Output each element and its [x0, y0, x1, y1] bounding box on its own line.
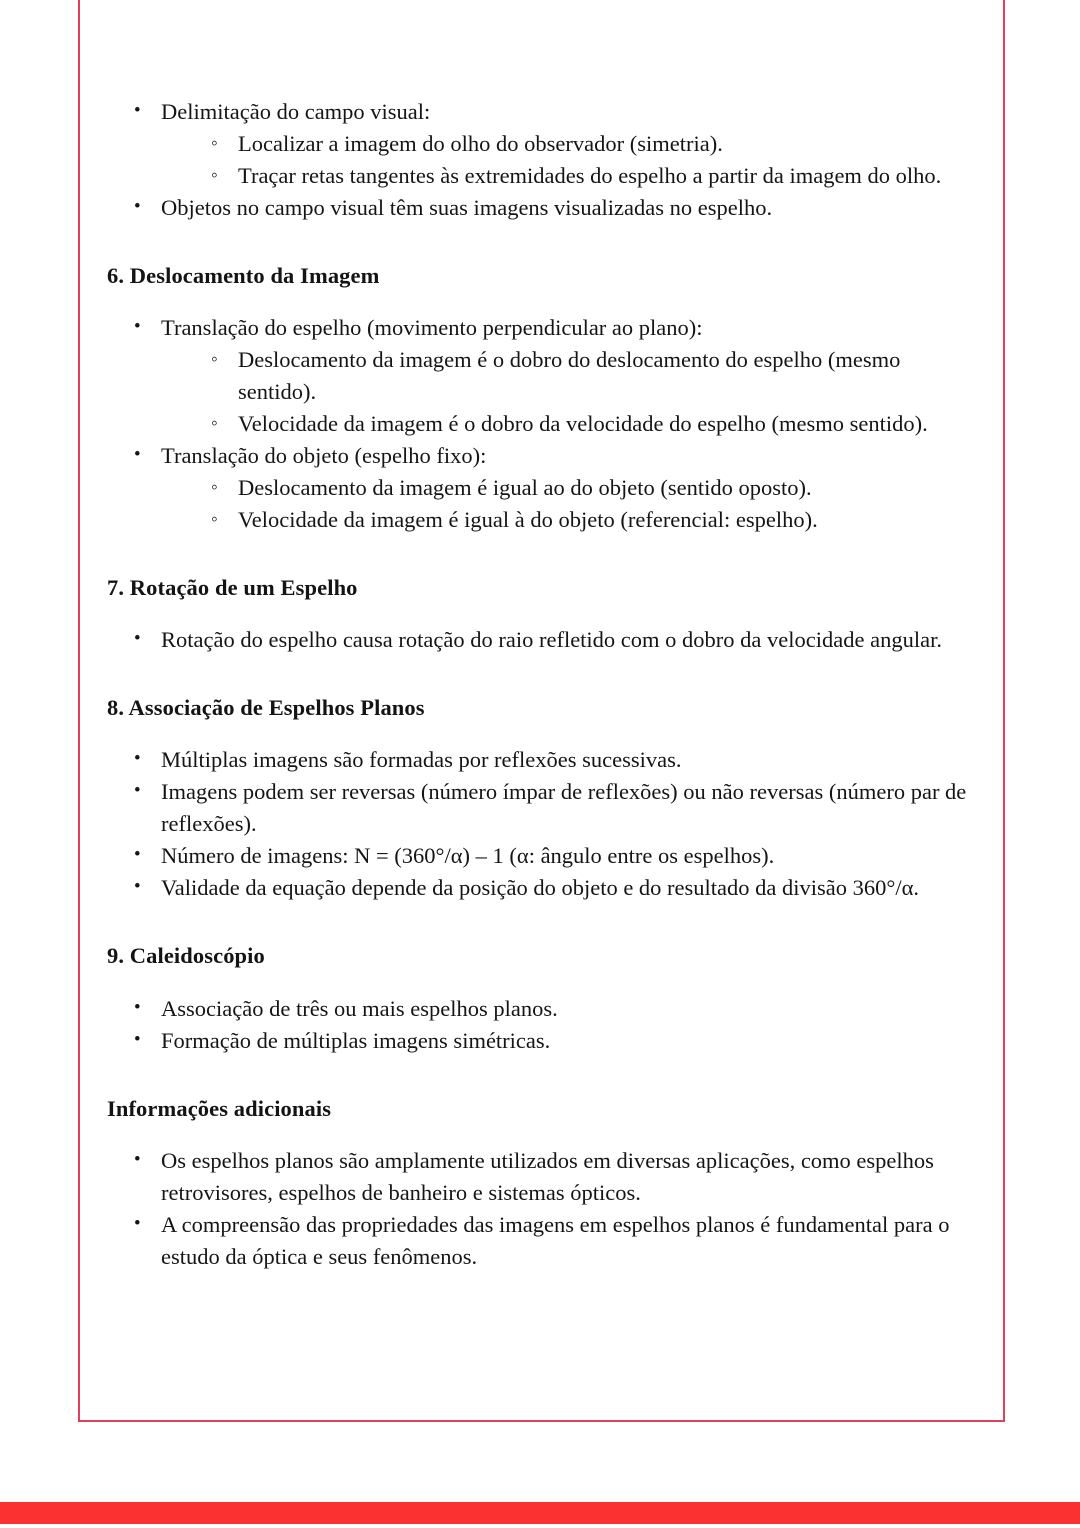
bullet-text: Validade da equação depende da posição do objeto e do resultado da divisão 360°/α.: [161, 875, 920, 901]
section-heading-8: 8. Associação de Espelhos Planos: [107, 695, 425, 721]
bullet-text: A compreensão das propriedades das imagens em espelhos planos é fundamental para o estudo da óptica e seus fenômenos.: [161, 1211, 950, 1269]
bullet-text: Múltiplas imagens são formadas por reflexões sucessivas.: [161, 747, 682, 773]
list-item: [124, 1145, 967, 1209]
section-9-bullet-list: [107, 993, 967, 1057]
list-item: [124, 744, 967, 776]
list-item: [124, 872, 967, 904]
sub-bullet-text: Localizar a imagem do olho do observador (simetria).: [238, 131, 723, 156]
list-item: [124, 192, 967, 224]
section-heading-6: 6. Deslocamento da Imagem: [107, 263, 380, 288]
section-8-bullet-list: [107, 744, 967, 904]
list-item: [200, 128, 967, 160]
list-item: [124, 440, 967, 536]
section-heading-informacoes-adicionais: Informações adicionais: [107, 1095, 332, 1121]
sub-bullet-list: [161, 472, 967, 536]
sub-bullet-text: Velocidade da imagem é o dobro da velocidade do espelho (mesmo sentido).: [238, 411, 928, 437]
footer-red-band: [0, 1502, 1080, 1524]
sub-bullet-text: Traçar retas tangentes às extremidades do espelho a partir da imagem do olho.: [238, 163, 942, 188]
list-item: [200, 504, 967, 536]
list-item: [124, 312, 967, 440]
bullet-text: Objetos no campo visual têm suas imagens visualizadas no espelho.: [161, 195, 773, 220]
additional-info-bullet-list: [107, 1145, 967, 1273]
list-item: [200, 472, 967, 504]
sub-bullet-list: [161, 128, 967, 192]
bullet-text: Translação do espelho (movimento perpendicular ao plano):: [161, 315, 703, 341]
bullet-text: Associação de três ou mais espelhos planos.: [161, 995, 558, 1021]
list-item: [124, 840, 967, 872]
intro-bullet-list: [107, 96, 967, 224]
bullet-text: Imagens podem ser reversas (número ímpar de reflexões) ou não reversas (número par de reflexões).: [161, 779, 967, 837]
list-item: [200, 344, 967, 408]
list-item: [200, 160, 967, 192]
sub-bullet-text: Deslocamento da imagem é o dobro do deslocamento do espelho (mesmo sentido).: [238, 347, 901, 405]
section-6-bullet-list: [107, 312, 967, 536]
list-item: [124, 993, 967, 1025]
document-body: [107, 96, 967, 1273]
section-7-bullet-list: [107, 624, 967, 656]
list-item: [124, 1025, 967, 1057]
list-item: [200, 408, 967, 440]
bullet-text: Translação do objeto (espelho fixo):: [161, 443, 487, 469]
bullet-text: Formação de múltiplas imagens simétricas.: [161, 1027, 551, 1053]
bullet-text: Os espelhos planos são amplamente utilizados em diversas aplicações, como espelhos retrovisores, espelhos de banheiro e sistemas ópticos.: [161, 1147, 934, 1205]
list-item: [124, 1209, 967, 1273]
bullet-text-formula: Número de imagens: N = (360°/α) – 1 (α: ângulo entre os espelhos).: [161, 843, 775, 869]
list-item: [124, 624, 967, 656]
bullet-text: Delimitação do campo visual:: [161, 99, 431, 124]
section-heading-9: 9. Caleidoscópio: [107, 943, 265, 969]
list-item: [124, 776, 967, 840]
list-item: [124, 96, 967, 192]
sub-bullet-text: Deslocamento da imagem é igual ao do objeto (sentido oposto).: [238, 475, 812, 501]
sub-bullet-list: [161, 344, 967, 440]
section-heading-7: 7. Rotação de um Espelho: [107, 575, 358, 601]
bullet-text: Rotação do espelho causa rotação do raio refletido com o dobro da velocidade angular.: [161, 627, 942, 653]
sub-bullet-text: Velocidade da imagem é igual à do objeto (referencial: espelho).: [238, 507, 818, 533]
